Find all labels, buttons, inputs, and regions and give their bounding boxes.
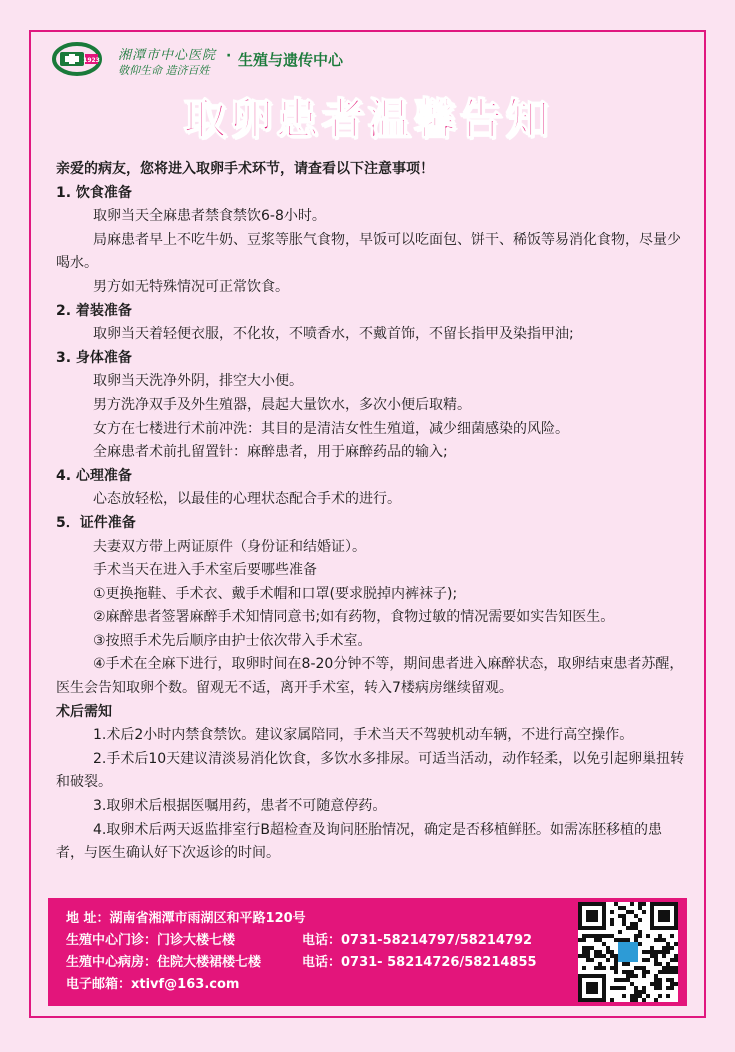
notice-line: ②麻醉患者签署麻醉手术知情同意书;如有药物，食物过敏的情况需要如实告知医生。 [93,609,615,626]
notice-line: 取卵当天全麻患者禁食禁饮6-8小时。 [93,208,326,225]
hospital-name: 湘潭市中心医院 [118,48,217,63]
hospital-motto: 敬仰生命 造济百姓 [118,64,210,77]
qr-code-icon [578,902,678,1002]
notice-line: 男方如无特殊情况可正常饮食。 [93,278,289,295]
notice-line: 3.取卵术后根据医嘱用药，患者不可随意停药。 [93,798,387,815]
section-heading: 3. 身体准备 [56,349,132,366]
notice-line: 全麻患者术前扎留置针：麻醉患者，用于麻醉药品的输入; [93,444,448,461]
clinic-location: 生殖中心门诊：门诊大楼七楼 [66,933,236,948]
page-title: 取卵患者温馨告知 [183,95,552,145]
clinic-row [66,930,533,952]
notice-line: 取卵当天洗净外阴，排空大小便。 [93,373,303,390]
header-separator: · [226,48,232,64]
notice-line: 4.取卵术后两天返监排室行B超检查及询问胚胎情况，确定是否移植鲜胚。如需冻胚移植的患者，与医生确认好下次返诊的时间。 [56,821,662,862]
section-heading: 术后需知 [56,703,112,720]
notice-line: 男方洗净双手及外生殖器，晨起大量饮水，多次小便后取精。 [93,396,471,413]
section-heading: 1. 饮食准备 [56,184,132,201]
notice-line: 心态放轻松，以最佳的心理状态配合手术的进行。 [93,491,401,508]
notice-line: 夫妻双方带上两证原件（身份证和结婚证）。 [93,538,366,555]
ward-location: 生殖中心病房：住院大楼裙楼七楼 [66,955,262,970]
section-heading: 4. 心理准备 [56,467,132,484]
clinic-phone: 电话：0731-58214797/58214792 [302,933,533,948]
notice-line: 女方在七楼进行术前冲洗：其目的是清洁女性生殖道，减少细菌感染的风险。 [93,420,569,437]
notice-line: 取卵当天着轻便衣服，不化妆，不喷香水，不戴首饰，不留长指甲及染指甲油; [93,326,574,343]
notice-line: 2.手术后10天建议清淡易消化饮食，多饮水多排尿。可适当活动，动作轻柔，以免引起卵巢扭转和破裂。 [56,750,685,791]
ward-phone: 电话：0731- 58214726/58214855 [302,955,537,970]
email-line: 电子邮箱：xtivf@163.com [66,977,240,992]
address-line: 地 址：湖南省湘潭市雨湖区和平路120号 [66,911,306,926]
ward-row [66,952,537,974]
notice-line: 局麻患者早上不吃牛奶、豆浆等胀气食物，早饭可以吃面包、饼干、稀饭等易消化食物，尽量少喝水。 [56,231,681,272]
intro-line: 亲爱的病友，您将进入取卵手术环节，请查看以下注意事项！ [56,161,434,177]
section-heading: 5．证件准备 [56,514,136,531]
contact-footer [48,898,687,1006]
hospital-logo-icon [52,42,102,76]
notice-line: 1.术后2小时内禁食禁饮。建议家属陪同，手术当天不驾驶机动车辆，不进行高空操作。 [93,727,634,744]
notice-line: ③按照手术先后顺序由护士依次带入手术室。 [93,632,372,649]
notice-line: ①更换拖鞋、手术衣、戴手术帽和口罩(要求脱掉内裤袜子); [93,585,458,602]
contact-info [66,908,537,996]
notice-body [56,158,688,866]
notice-lines [56,182,688,866]
section-heading: 2. 着装准备 [56,302,132,319]
notice-line: ④手术在全麻下进行，取卵时间在8-20分钟不等，期间患者进入麻醉状态，取卵结束患者苏醒，医生会告知取卵个数。留观无不适，离开手术室，转入7楼病房继续留观。 [56,656,684,697]
notice-line: 手术当天在进入手术室后要哪些准备 [93,562,317,579]
center-name: 生殖与遗传中心 [238,51,344,69]
svg-text:1923: 1923 [83,57,100,64]
